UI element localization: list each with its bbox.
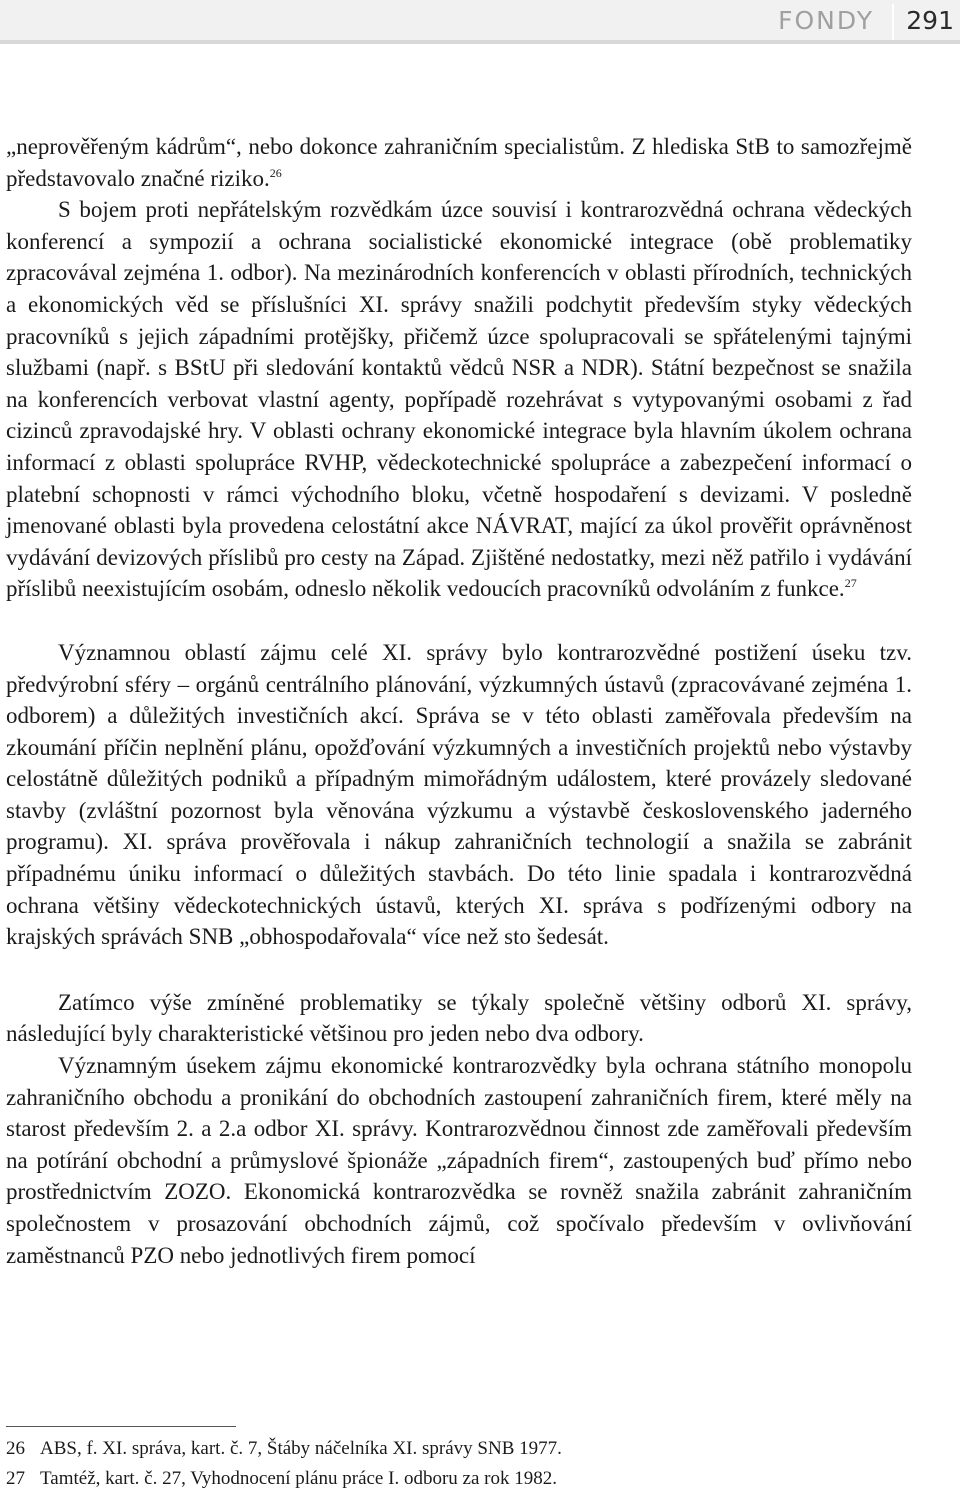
page-number: 291 — [906, 6, 954, 35]
footnote-ref-27[interactable]: 27 — [844, 576, 857, 591]
footnotes — [6, 1434, 912, 1494]
paragraph-3: Významnou oblastí zájmu celé XI. správy bylo kontrarozvědné postižení úseku tzv. předvýrobní sféry – orgánů centrálního plánování, výzkumných ústavů (zpracovávané zejména 1. odborem) a důležitých investičních akcí. Správa se v této oblasti zaměřovala především na zkoumání příčin neplnění plánu, opožďování výzkumných a investičních projektů nebo výstavby celostátně důležitých podniků a případným mimořádným událostem, které provázely sledované stavby (zvláštní pozornost byla věnována výzkumu a výstavbě československého jaderného programu). XI. správa prověřovala i nákup zahraničních technologií a snažila se zabránit případnému úniku informací o důležitých stavbách. Do této linie spadala i kontrarozvědná ochrana většiny vědeckotechnických ústavů, kterých XI. správa s podřízenými odbory na krajských správách SNB „obhospodařovala“ více než sto šedesát. — [6, 639, 912, 950]
header-separator — [892, 4, 894, 40]
footnote-number: 26 — [6, 1438, 25, 1459]
footnote-number: 27 — [6, 1468, 25, 1489]
footnote-ref-26[interactable]: 26 — [269, 165, 282, 180]
paragraph-2: S bojem proti nepřátelským rozvědkám úzce souvisí i kontrarozvědná ochrana vědeckých konferencí a sympozií a ochrana socialistické ekonomické integrace (obě problematiky zpracovával zejména 1. odbor). Na mezinárodních konferencích v oblasti přírodních, technických a ekonomických věd se příslušníci XI. správy snažili podchytit především styky vědeckých pracovníků s jejich západními protějšky, přičemž úzce spolupracovali se spřátelenými tajnými službami (např. s BStU při sledování kontaktů vědců NSR a NDR). Státní bezpečnost se snažila na konferencích verbovat vlastní agenty, popřípadě rozehrávat s vytypovanými osobami z řad cizinců zpravodajské hry. V oblasti ochrany ekonomické integrace byla hlavním úkolem ochrana informací z oblasti spolupráce RVHP, vědeckotechnické spolupráce a zabezpečení informací o platební schopnosti v rámci východního bloku, včetně hospodaření s devizami. V posledně jmenované oblasti byla provedena celostátní akce NÁVRAT, mající za úkol prověřit oprávněnost vydávání devizových příslibů pro cesty na Západ. Zjištěné nedostatky, mezi něž patřilo i vydávání příslibů neexistujícím osobám, odneslo několik vedoucích pracovníků odvoláním z funkce.$^{27}$ — [6, 197, 912, 602]
footnote-26 — [6, 1434, 912, 1464]
paragraph-5: Významným úsekem zájmu ekonomické kontrarozvědky byla ochrana státního monopolu zahraničního obchodu a pronikání do obchodních zastoupení zahraničních firem, které měly na starost především 2. a 2.a odbor XI. správy. Kontrarozvědnou činnost zde zaměřovali především na potírání obchodní a průmyslové špionáže „západních firem“, zastoupených buď přímo nebo prostřednictvím ZOZO. Ekonomická kontrarozvědka se rovněž snažila zabránit zahraničním společnostem v prosazování obchodních zájmů, což spočívalo především v ovlivňování zaměstnanců PZO nebo jednotlivých firem pomocí — [6, 1053, 912, 1268]
body-text — [6, 131, 912, 1271]
footnote-text: ABS, f. XI. správa, kart. č. 7, Štáby náčelníka XI. správy SNB 1977. — [40, 1438, 562, 1459]
section-label: FONDY — [778, 6, 874, 35]
paragraph-4: Zatímco výše zmíněné problematiky se týkaly společně většiny odborů XI. správy, následující byly charakteristické většinou pro jeden nebo dva odbory. — [6, 989, 912, 1047]
header-rule — [0, 40, 960, 44]
footnote-27 — [6, 1464, 912, 1494]
paragraph-1: „neprověřeným kádrům“, nebo dokonce zahraničním specialistům. Z hlediska StB to samozřejmě představovalo značné riziko.$^{26}$ — [6, 134, 912, 191]
footnote-text: Tamtéž, kart. č. 27, Vyhodnocení plánu práce I. odboru za rok 1982. — [40, 1468, 557, 1489]
running-header — [0, 0, 960, 50]
footnote-rule — [6, 1426, 236, 1427]
